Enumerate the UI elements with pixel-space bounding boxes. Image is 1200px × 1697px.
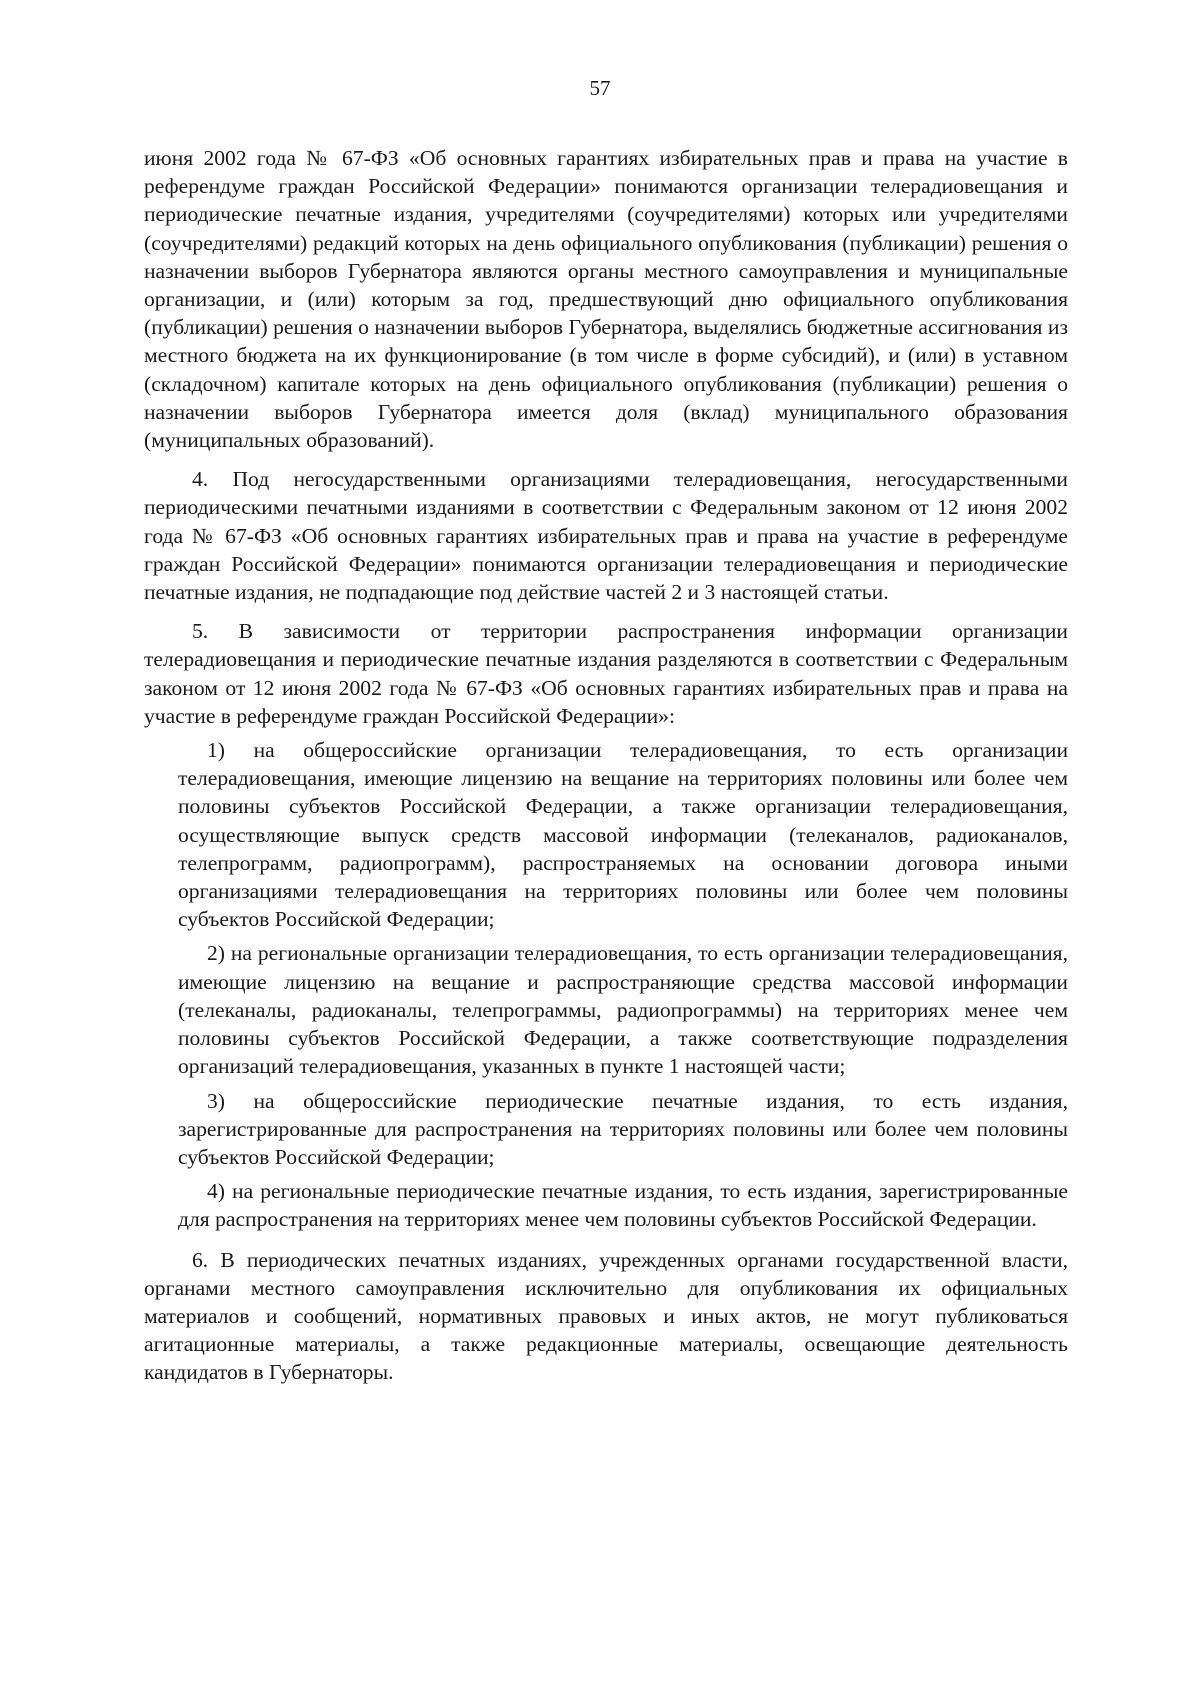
paragraph-continuation: июня 2002 года № 67-ФЗ «Об основных гарантиях избирательных прав и права на участие в референдуме граждан Российской Федерации» понимаются организации телерадиовещания и периодические печатные издания, учредителями (соучредителями) которых или учредителями (соучредителями) редакций которых на день официального опубликования (публикации) решения о назначении выборов Губернатора являются органы местного самоуправления и муниципальные организации, и (или) которым за год, предшествующий дню официального опубликования (публикации) решения о назначении выборов Губернатора, выделялись бюджетные ассигнования из местного бюджета на их функционирование (в том числе в форме субсидий), и (или) в уставном (складочном) капитале которых на день официального опубликования (публикации) решения о назначении выборов Губернатора имеется доля (вклад) муниципального образования (муниципальных образований).	[144, 146, 1068, 453]
list-item-2: 2) на региональные организации телерадиовещания, то есть организации телерадиовещания, имеющие лицензию на вещание и распространяющие средства массовой информации (телеканалы, радиоканалы, телепрограммы, радиопрограммы) на территориях менее чем половины субъектов Российской Федерации, а также соответствующие подразделения организаций телерадиовещания, указанных в пункте 1 настоящей части;	[178, 941, 1068, 1079]
list-item-3: 3) на общероссийские периодические печатные издания, то есть издания, зарегистрированные для распространения на территориях половины или более чем половины субъектов Российской Федерации;	[178, 1088, 1068, 1169]
paragraph-5: 5. В зависимости от территории распространения информации организации телерадиовещания и периодические печатные издания разделяются в соответствии с Федеральным законом от 12 июня 2002 года № 67-ФЗ «Об основных гарантиях избирательных прав и права на участие в референдуме граждан Российской Федерации»:	[144, 619, 1068, 728]
paragraph-4: 4. Под негосударственными организациями телерадиовещания, негосударственными периодическими печатными изданиями в соответствии с Федеральным законом от 12 июня 2002 года № 67-ФЗ «Об основных гарантиях избирательных прав и права на участие в референдуме граждан Российской Федерации» понимаются организации телерадиовещания и периодические печатные издания, не подпадающие под действие частей 2 и 3 настоящей статьи.	[144, 467, 1068, 605]
page-number: 57	[589, 76, 611, 100]
paragraph-6: 6. В периодических печатных изданиях, учрежденных органами государственной власти, органами местного самоуправления исключительно для опубликования их официальных материалов и сообщений, нормативных правовых и иных актов, не могут публиковаться агитационные материалы, а также редакционные материалы, освещающие деятельность кандидатов в Губернаторы.	[144, 1247, 1068, 1385]
document-body	[144, 144, 1068, 1387]
list-item-1: 1) на общероссийские организации телерадиовещания, то есть организации телерадиовещания, имеющие лицензию на вещание на территориях половины или более чем половины субъектов Российской Федерации, а также организации телерадиовещания, осуществляющие выпуск средств массовой информации (телеканалов, радиоканалов, телепрограмм, радиопрограмм), распространяемых на основании договора иными организациями телерадиовещания на территориях половины или более чем половины субъектов Российской Федерации;	[178, 738, 1068, 932]
list-item-4: 4) на региональные периодические печатные издания, то есть издания, зарегистрированные для распространения на территориях менее чем половины субъектов Российской Федерации.	[178, 1179, 1068, 1232]
